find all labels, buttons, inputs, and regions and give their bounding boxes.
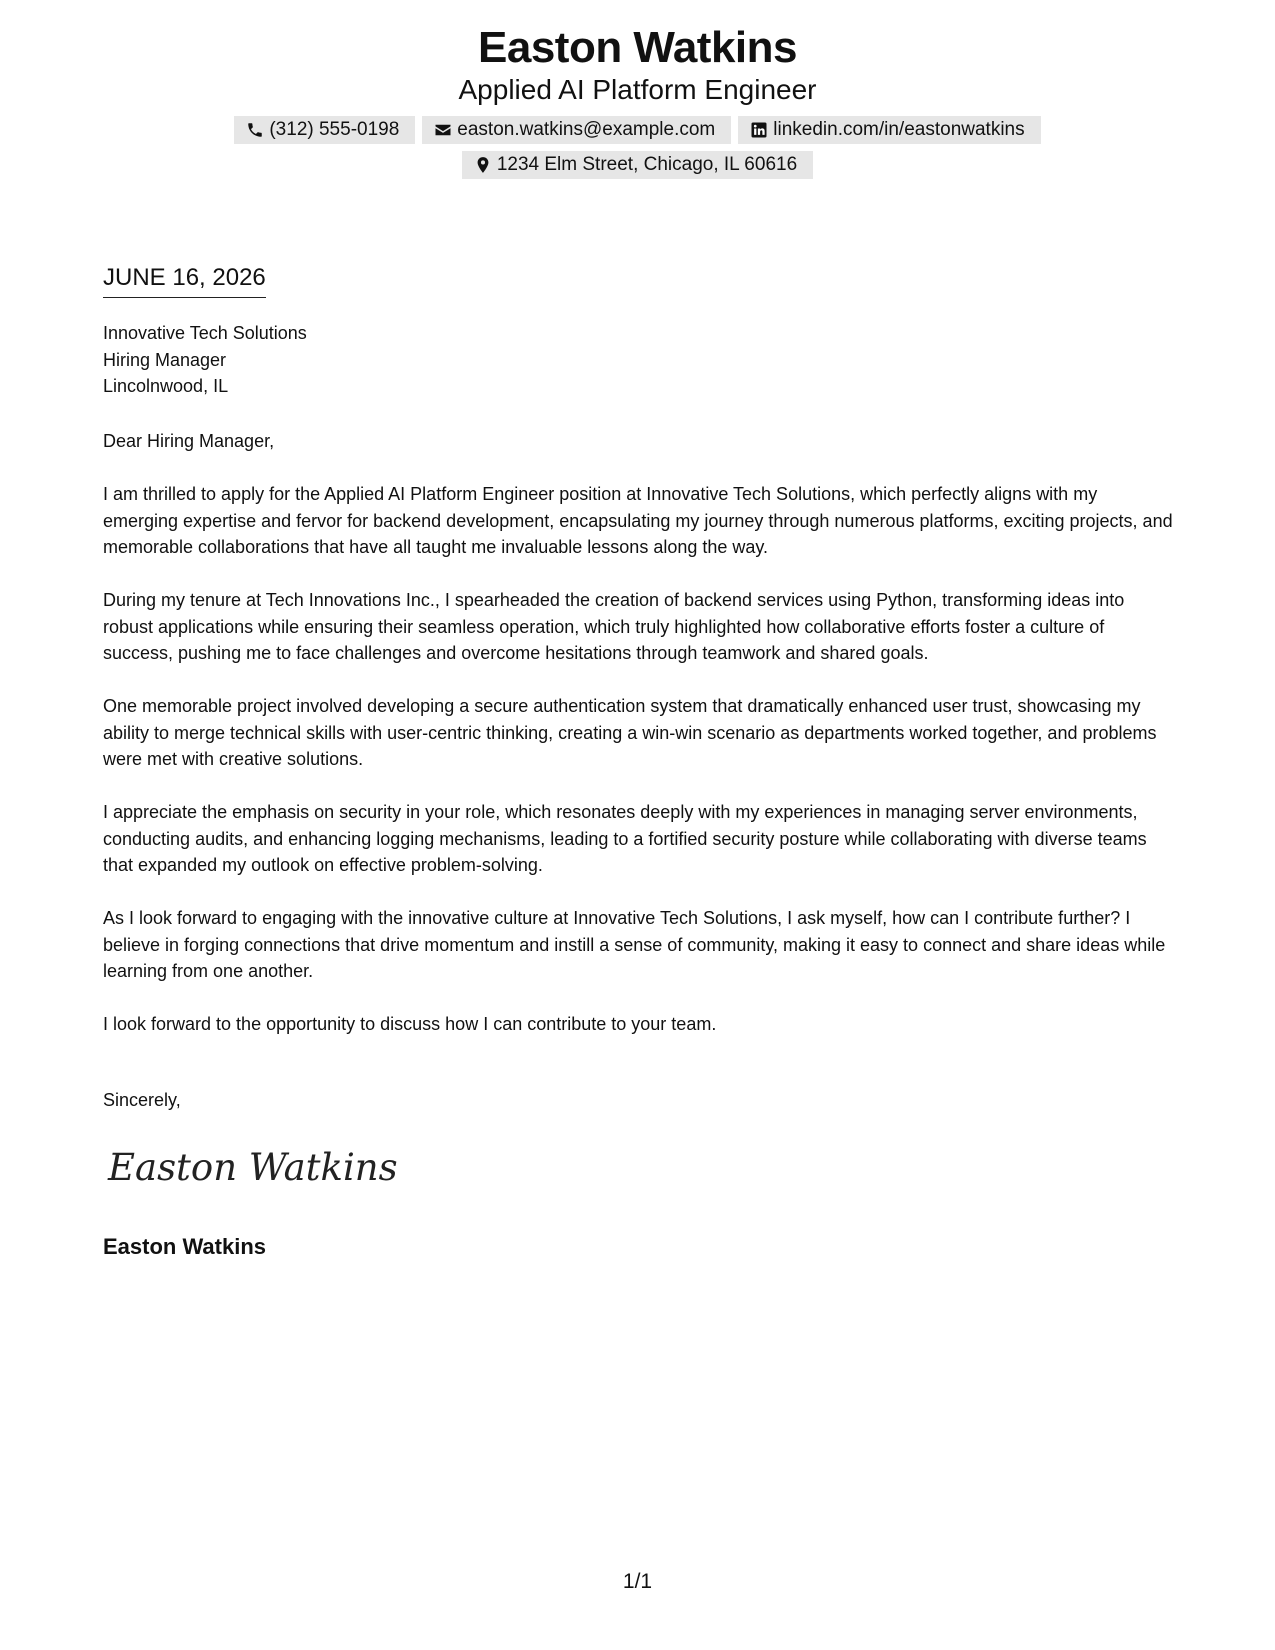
email-text: easton.watkins@example.com	[457, 119, 716, 140]
letter-date: JUNE 16, 2026	[103, 262, 266, 298]
closing: Sincerely,	[103, 1090, 181, 1110]
linkedin-icon	[750, 121, 768, 139]
contact-row	[0, 116, 1275, 144]
body-paragraph: As I look forward to engaging with the innovative culture at Innovative Tech Solutions, I ask myself, how can I contribute further? I believe in forging connections that drive momentum and instill a sense of community, making it easy to connect and share ideas while learning from one another.	[103, 908, 1166, 981]
phone-text: (312) 555-0198	[269, 119, 400, 140]
body-paragraph: I look forward to the opportunity to discuss how I can contribute to your team.	[103, 1014, 717, 1034]
linkedin-text: linkedin.com/in/eastonwatkins	[773, 119, 1025, 140]
address-row	[0, 151, 1275, 179]
phone-icon	[246, 121, 264, 139]
letter-header	[0, 20, 1275, 179]
linkedin-chip[interactable]	[738, 116, 1040, 144]
signer-name: Easton Watkins	[103, 1234, 266, 1259]
email-chip[interactable]	[422, 116, 731, 144]
address-text: 1234 Elm Street, Chicago, IL 60616	[496, 154, 798, 175]
recipient-block	[103, 320, 1173, 400]
signature-script: Easton Watkins	[108, 1146, 398, 1189]
body-paragraph: During my tenure at Tech Innovations Inc., I spearheaded the creation of backend services using Python, transforming ideas into robust applications while ensuring their seamless operation, which truly highlighted how collaborative efforts foster a culture of success, pushing me to face challenges and overcome hesitations through teamwork and shared goals.	[103, 590, 1125, 663]
salutation: Dear Hiring Manager,	[103, 431, 275, 451]
body-paragraph: I am thrilled to apply for the Applied AI Platform Engineer position at Innovative Tech Solutions, which perfectly aligns with my emerging expertise and fervor for backend development, encapsulating my journey through numerous platforms, exciting projects, and memorable collaborations that have all taught me invaluable lessons along the way.	[103, 484, 1173, 557]
applicant-name: Easton Watkins	[478, 23, 797, 72]
phone-chip[interactable]	[234, 116, 415, 144]
address-chip	[462, 151, 813, 179]
recipient-company: Innovative Tech Solutions	[103, 323, 307, 343]
handwritten-signature	[106, 1140, 398, 1200]
letter-body	[103, 481, 1173, 1064]
applicant-title: Applied AI Platform Engineer	[458, 74, 817, 105]
map-pin-icon	[474, 156, 492, 174]
page-number: 1/1	[622, 1570, 653, 1593]
body-paragraph: One memorable project involved developing a secure authentication system that dramatically enhanced user trust, showcasing my ability to merge technical skills with user-centric thinking, creating a win-win scenario as departments worked together, and problems were met with creative solutions.	[103, 696, 1157, 769]
body-paragraph: I appreciate the emphasis on security in your role, which resonates deeply with my experiences in managing server environments, conducting audits, and enhancing logging mechanisms, leading to a fortified security posture while collaborating with diverse teams that expanded my outlook on effective problem-solving.	[103, 802, 1147, 875]
recipient-role: Hiring Manager	[103, 349, 227, 370]
envelope-icon	[434, 121, 452, 139]
recipient-location: Lincolnwood, IL	[103, 376, 229, 396]
